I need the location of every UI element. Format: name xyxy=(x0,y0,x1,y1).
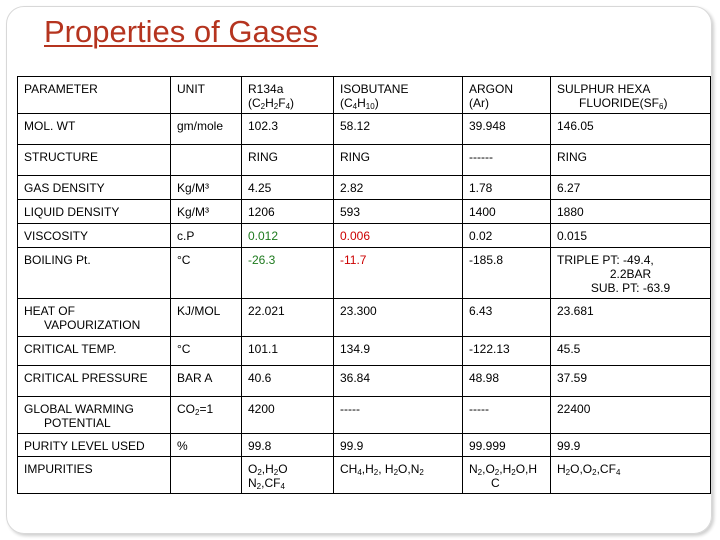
isobutane-impurities: $CH_4,H_2$, $H_2O,N_2$ xyxy=(334,457,463,494)
unit-boiling: °C xyxy=(171,248,242,299)
isobutane-gas-density: 2.82 xyxy=(334,176,463,200)
unit-liquid-density: Kg/M³ xyxy=(171,200,242,224)
sf6-viscosity: 0.015 xyxy=(551,224,711,248)
param-heat-vap-line2: VAPOURIZATION xyxy=(44,318,141,332)
argon-liquid-density: 1400 xyxy=(463,200,551,224)
argon-mol-wt: 39.948 xyxy=(463,114,551,145)
param-gwp xyxy=(18,397,171,434)
r134a-purity: 99.8 xyxy=(242,434,334,457)
unit-purity: % xyxy=(171,434,242,457)
table-row xyxy=(18,224,711,248)
unit-heat-vap: KJ/MOL xyxy=(171,299,242,337)
isobutane-structure: RING xyxy=(334,145,463,176)
sf6-boiling-line3: SUB. PT: -63.9 xyxy=(590,281,671,295)
table-row xyxy=(18,248,711,299)
param-purity: PURITY LEVEL USED xyxy=(18,434,171,457)
sf6-structure: RING xyxy=(551,145,711,176)
sf6-liquid-density: 1880 xyxy=(551,200,711,224)
table-row xyxy=(18,434,711,457)
argon-crit-press: 48.98 xyxy=(463,366,551,397)
isobutane-purity: 99.9 xyxy=(334,434,463,457)
r134a-gwp: 4200 xyxy=(242,397,334,434)
unit-gas-density: Kg/M³ xyxy=(171,176,242,200)
param-boiling: BOILING Pt. xyxy=(18,248,171,299)
table-header-row xyxy=(18,77,711,114)
param-crit-press: CRITICAL PRESSURE xyxy=(18,366,171,397)
sf6-purity: 99.9 xyxy=(551,434,711,457)
isobutane-liquid-density: 593 xyxy=(334,200,463,224)
header-r134a-formula: $(C_2H_2F_4)$ xyxy=(248,96,295,111)
sf6-boiling xyxy=(551,248,711,299)
argon-structure: ------ xyxy=(463,145,551,176)
header-argon xyxy=(463,77,551,114)
header-argon-name: ARGON xyxy=(469,82,514,96)
table-row xyxy=(18,457,711,494)
argon-gwp: ----- xyxy=(463,397,551,434)
r134a-boiling: -26.3 xyxy=(242,248,334,299)
r134a-crit-temp: 101.1 xyxy=(242,337,334,366)
sf6-boiling-line2: 2.2BAR xyxy=(609,267,652,281)
argon-heat-vap: 6.43 xyxy=(463,299,551,337)
argon-gas-density: 1.78 xyxy=(463,176,551,200)
header-isobutane-formula: $(C_4H_{10})$ xyxy=(340,96,379,111)
param-gwp-line1: GLOBAL WARMING xyxy=(24,402,134,416)
sf6-crit-press: 37.59 xyxy=(551,366,711,397)
unit-structure xyxy=(171,145,242,176)
header-argon-formula: (Ar) xyxy=(469,96,489,110)
unit-viscosity: c.P xyxy=(171,224,242,248)
r134a-structure: RING xyxy=(242,145,334,176)
r134a-crit-press: 40.6 xyxy=(242,366,334,397)
isobutane-crit-press: 36.84 xyxy=(334,366,463,397)
r134a-liquid-density: 1206 xyxy=(242,200,334,224)
unit-gwp: $CO_2=1$ xyxy=(171,397,242,434)
unit-crit-temp: °C xyxy=(171,337,242,366)
param-crit-temp: CRITICAL TEMP. xyxy=(18,337,171,366)
argon-impurities: $N_2,O_2,H_2O,H$ C xyxy=(463,457,551,494)
table-row xyxy=(18,397,711,434)
gas-properties-table xyxy=(17,76,711,494)
header-r134a xyxy=(242,77,334,114)
param-liquid-density: LIQUID DENSITY xyxy=(18,200,171,224)
sf6-boiling-line1: TRIPLE PT: -49.4, xyxy=(557,253,654,267)
table-row xyxy=(18,200,711,224)
page-title: Properties of Gases xyxy=(44,14,318,49)
r134a-heat-vap: 22.021 xyxy=(242,299,334,337)
param-viscosity: VISCOSITY xyxy=(18,224,171,248)
argon-crit-temp: -122.13 xyxy=(463,337,551,366)
isobutane-heat-vap: 23.300 xyxy=(334,299,463,337)
unit-mol-wt: gm/mole xyxy=(171,114,242,145)
header-sf6-name: SULPHUR HEXA xyxy=(557,82,651,96)
table-row xyxy=(18,145,711,176)
sf6-gas-density: 6.27 xyxy=(551,176,711,200)
r134a-gas-density: 4.25 xyxy=(242,176,334,200)
param-gwp-line2: POTENTIAL xyxy=(44,416,111,430)
r134a-mol-wt: 102.3 xyxy=(242,114,334,145)
table-row xyxy=(18,366,711,397)
param-gas-density: GAS DENSITY xyxy=(18,176,171,200)
r134a-impurities: $O_2,H_2O$ $N_2,CF_4$ xyxy=(242,457,334,494)
argon-purity: 99.999 xyxy=(463,434,551,457)
param-mol-wt: MOL. WT xyxy=(18,114,171,145)
argon-viscosity: 0.02 xyxy=(463,224,551,248)
param-impurities: IMPURITIES xyxy=(18,457,171,494)
table-row xyxy=(18,176,711,200)
sf6-mol-wt: 146.05 xyxy=(551,114,711,145)
isobutane-crit-temp: 134.9 xyxy=(334,337,463,366)
table-row xyxy=(18,299,711,337)
sf6-heat-vap: 23.681 xyxy=(551,299,711,337)
param-heat-vap xyxy=(18,299,171,337)
param-heat-vap-line1: HEAT OF xyxy=(24,304,75,318)
sf6-crit-temp: 45.5 xyxy=(551,337,711,366)
header-r134a-name: R134a xyxy=(248,82,284,96)
sf6-gwp: 22400 xyxy=(551,397,711,434)
argon-boiling: -185.8 xyxy=(463,248,551,299)
isobutane-viscosity: 0.006 xyxy=(334,224,463,248)
param-structure: STRUCTURE xyxy=(18,145,171,176)
header-unit: UNIT xyxy=(171,77,242,114)
table-row xyxy=(18,114,711,145)
header-isobutane xyxy=(334,77,463,114)
r134a-viscosity: 0.012 xyxy=(242,224,334,248)
header-parameter: PARAMETER xyxy=(18,77,171,114)
table-row xyxy=(18,337,711,366)
header-sf6-formula: $FLUORIDE(SF_6)$ xyxy=(579,96,668,111)
unit-crit-press: BAR A xyxy=(171,366,242,397)
unit-impurities xyxy=(171,457,242,494)
header-sf6 xyxy=(551,77,711,114)
isobutane-gwp: ----- xyxy=(334,397,463,434)
isobutane-boiling: -11.7 xyxy=(334,248,463,299)
isobutane-mol-wt: 58.12 xyxy=(334,114,463,145)
header-isobutane-name: ISOBUTANE xyxy=(340,82,409,96)
sf6-impurities: $H_2O,O_2,CF_4$ xyxy=(551,457,711,494)
